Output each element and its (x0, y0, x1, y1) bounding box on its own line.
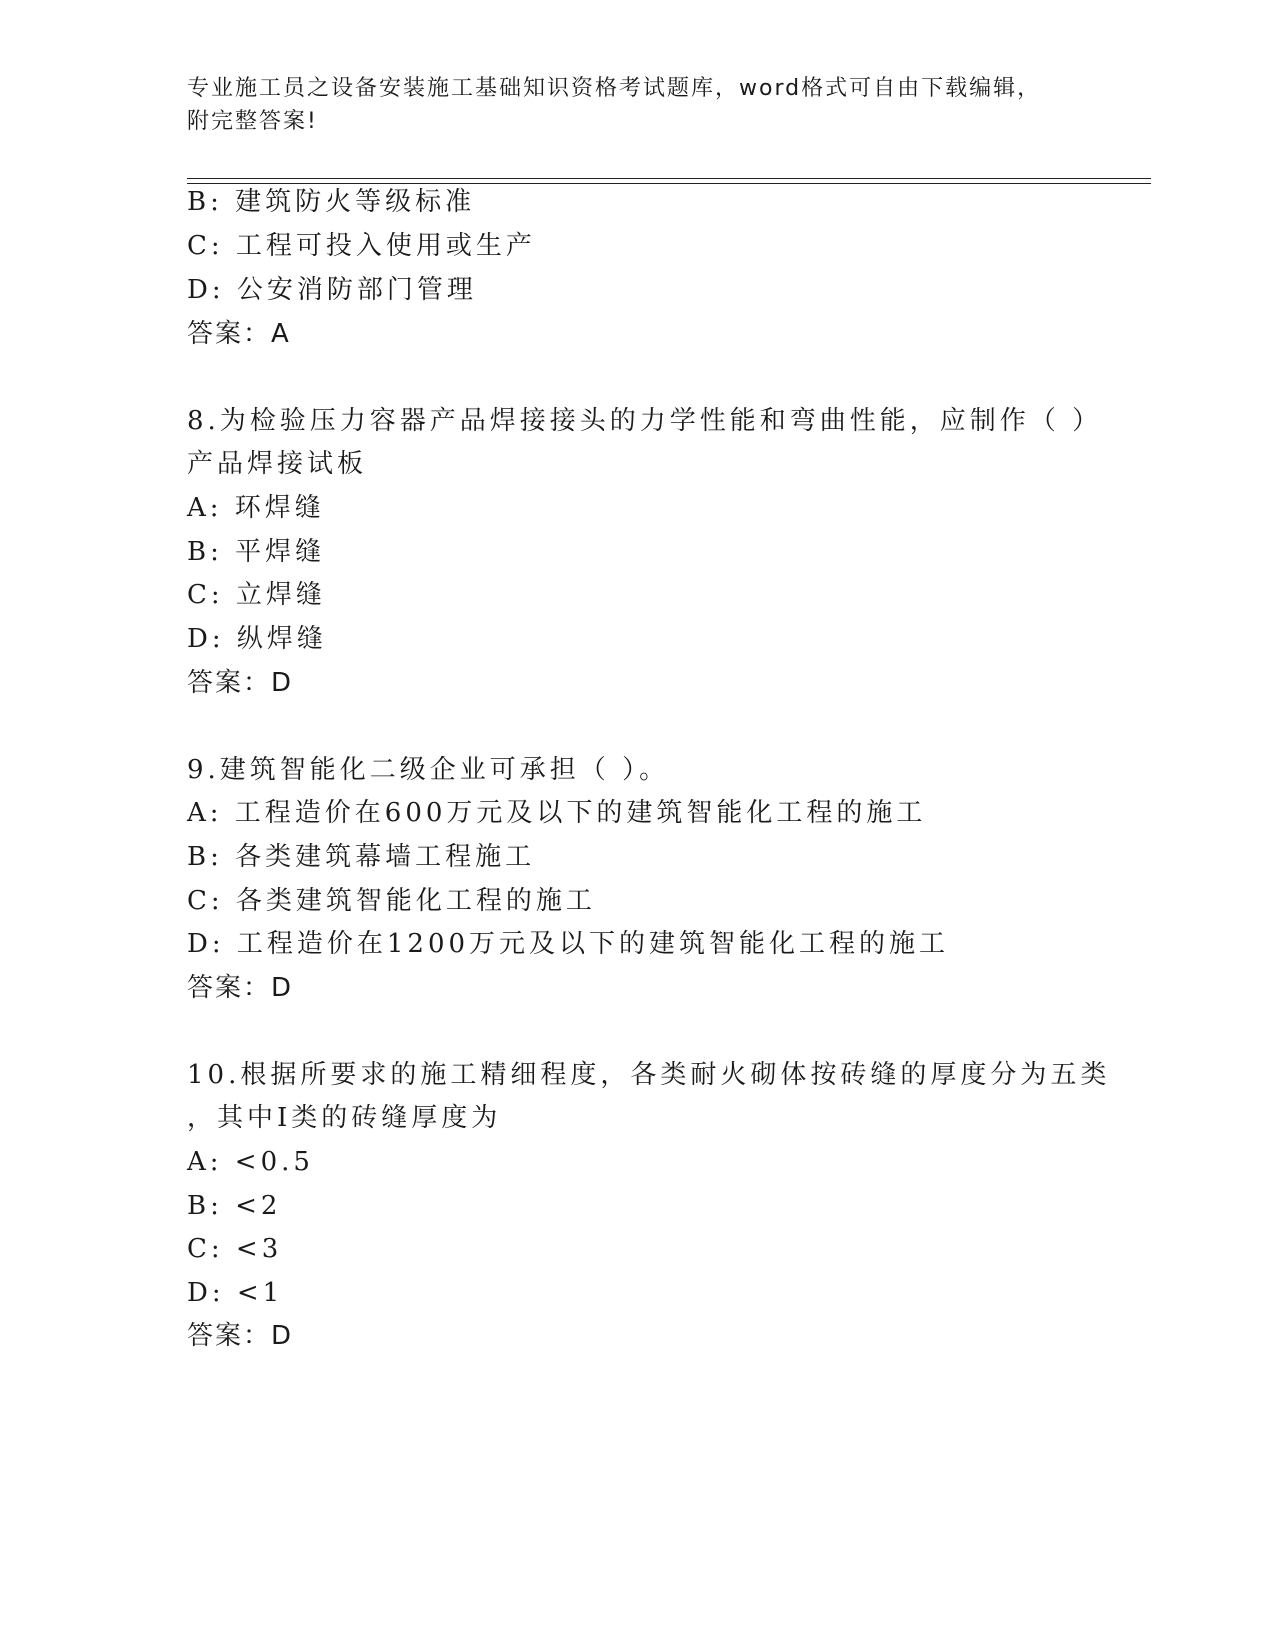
q10-answer: 答案：D (187, 1321, 294, 1351)
q8-stem-line-2: 产品焊接试板 (187, 449, 368, 479)
q8-answer: 答案：D (187, 668, 294, 698)
q7-option-d: D: 公安消防部门管理 (187, 275, 477, 305)
q7-option-c: C: 工程可投入使用或生产 (187, 231, 536, 261)
q9-option-d: D: 工程造价在1200万元及以下的建筑智能化工程的施工 (187, 929, 950, 959)
header-divider-bottom (187, 183, 1151, 184)
q9-stem: 9.建筑智能化二级企业可承担（ ）。 (187, 755, 670, 785)
q9-answer: 答案：D (187, 973, 294, 1003)
q8-option-b: B: 平焊缝 (187, 537, 326, 567)
q10-option-d: D: <1 (187, 1278, 284, 1308)
q7-option-b: B: 建筑防火等级标准 (187, 187, 476, 217)
q8-stem-line-1: 8.为检验压力容器产品焊接接头的力学性能和弯曲性能，应制作（ ） (187, 406, 1103, 436)
header-line-2: 附完整答案! (187, 109, 318, 134)
q8-option-d: D: 纵焊缝 (187, 624, 327, 654)
header-line-1: 专业施工员之设备安装施工基础知识资格考试题库，word格式可自由下载编辑， (187, 76, 1042, 101)
q9-option-b: B: 各类建筑幕墙工程施工 (187, 842, 536, 872)
q8-option-a: A: 环焊缝 (187, 493, 325, 523)
header-divider-top (187, 178, 1151, 179)
q9-option-a: A: 工程造价在600万元及以下的建筑智能化工程的施工 (187, 798, 927, 828)
q8-option-c: C: 立焊缝 (187, 580, 326, 610)
document-header (187, 72, 1087, 138)
q10-option-a: A: <0.5 (187, 1147, 314, 1177)
q10-option-c: C: <3 (187, 1234, 283, 1264)
q7-answer: 答案：A (187, 319, 291, 349)
q10-stem-line-1: 10.根据所要求的施工精细程度，各类耐火砌体按砖缝的厚度分为五类 (187, 1060, 1111, 1090)
q10-option-b: B: <2 (187, 1191, 282, 1221)
q9-option-c: C: 各类建筑智能化工程的施工 (187, 886, 596, 916)
q10-stem-line-2: ，其中I类的砖缝厚度为 (187, 1103, 502, 1133)
